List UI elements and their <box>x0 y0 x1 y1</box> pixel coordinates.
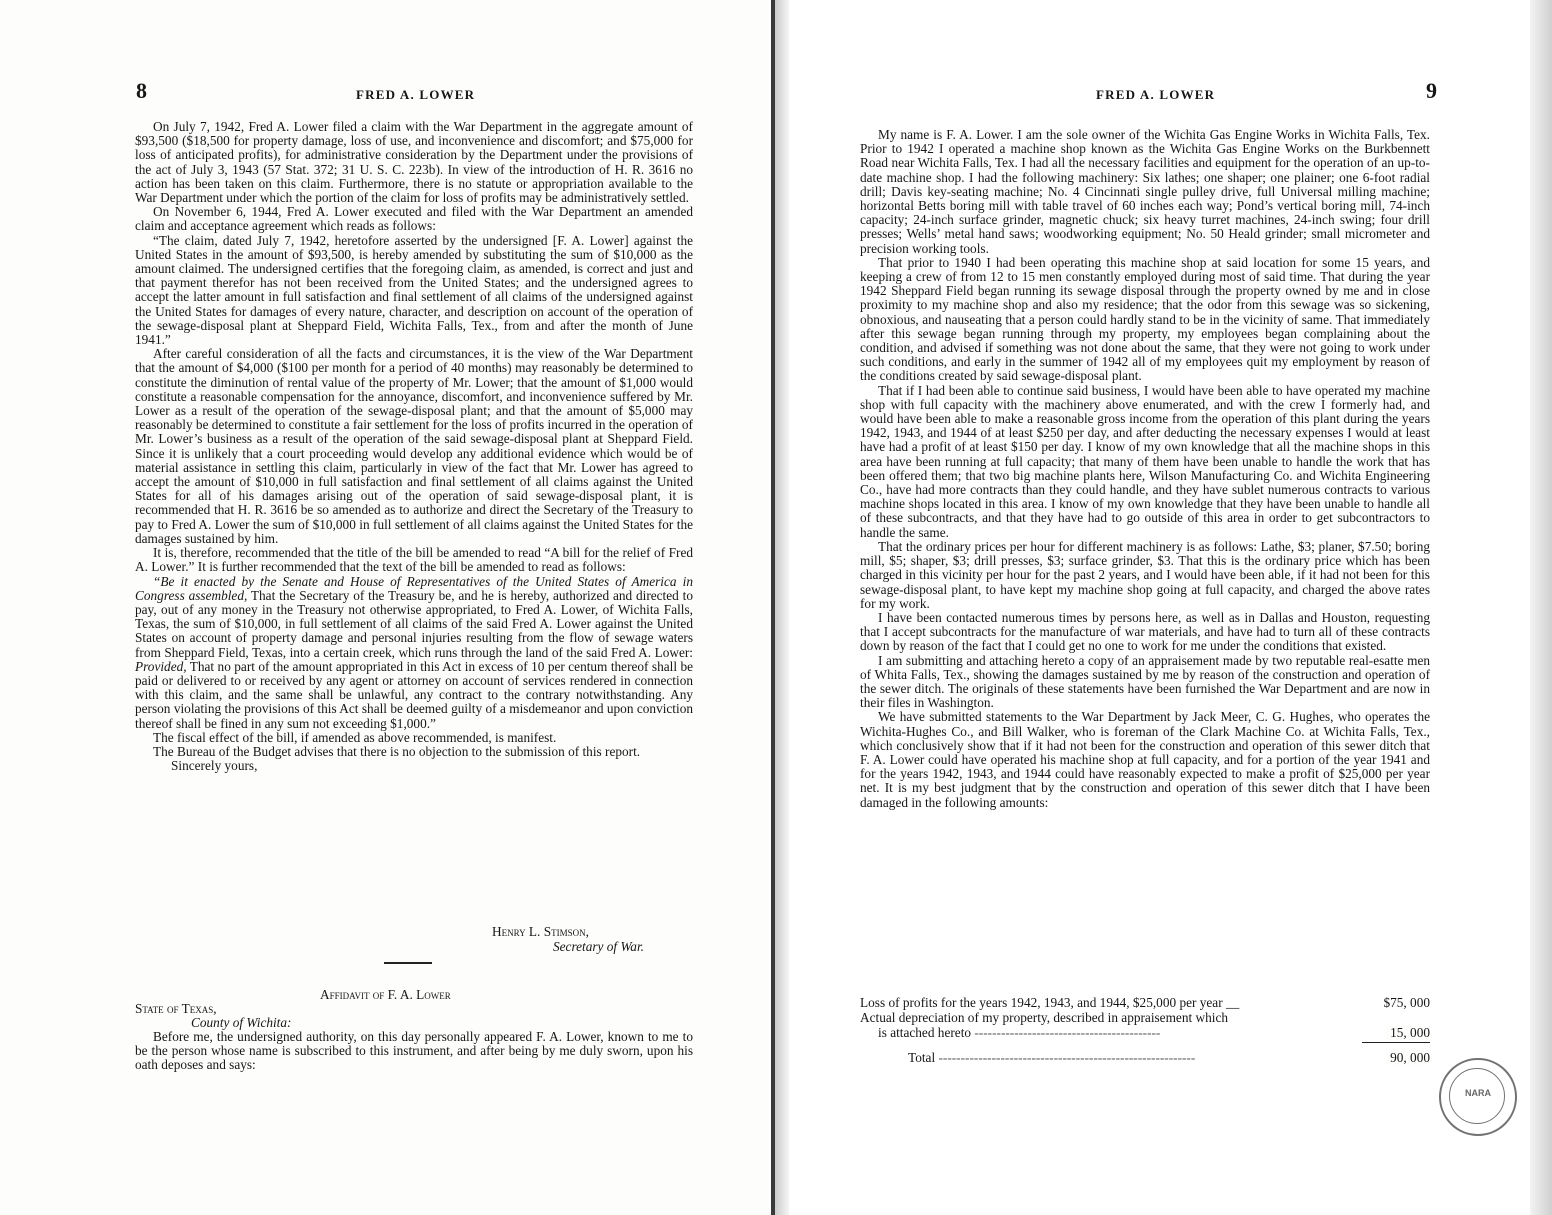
dot-leader: ---------------------------------------------------------- <box>938 1051 1196 1065</box>
paragraph: It is, therefore, recommended that the title of the bill be amended to read “A bill for the relief of Fred A. Lower.” It is further recommended that the text of the bill be amended to read as follows: <box>135 545 693 575</box>
signer-title: Secretary of War. <box>553 939 644 954</box>
page-edge-shadow <box>1530 0 1552 1215</box>
total-label: Total <box>908 1051 936 1065</box>
running-head-right: FRED A. LOWER <box>1096 87 1216 102</box>
paragraph: On November 6, 1944, Fred A. Lower executed and filed with the War Department an amended claim and acceptance agreement which reads as follows: <box>135 204 693 234</box>
paragraph: The fiscal effect of the bill, if amended as above recommended, is manifest. <box>153 729 557 745</box>
table-row <box>860 1026 1430 1041</box>
table-row <box>860 996 1430 1011</box>
paragraph: I have been contacted numerous times by persons here, as well as in Dallas and Houston, requesting that I accept subcontracts for the manufacture of war materials, and have had to turn all of these contracts down by reason of the fact that I could get no one to work for me under the conditions that existed. <box>860 609 1430 654</box>
signer-name: Henry L. Stimson, <box>492 924 589 939</box>
table-row <box>860 1011 1430 1026</box>
affidavit-heading: Affidavit of F. A. Lower <box>320 987 451 1002</box>
stamp-label: NARA <box>1465 1088 1491 1098</box>
provided-word: Provided, <box>135 658 187 674</box>
closing: Sincerely yours, <box>171 758 258 774</box>
paragraph: My name is F. A. Lower. I am the sole owner of the Wichita Gas Engine Works in Wichita Falls, Tex. Prior to 1942 I operated a machine shop known as the Wichita Gas Engine Works on the Burkbennett Road near Wichita Falls, Tex. I had all the necessary facilities and equipment for the operation of an up-to-date machine shop. I had the following machinery: Six lathes; one shaper; one plainer; one 6-foot radial drill; Davis key-seating machine; No. 4 Cincinnati single pulley drive, full Universal milling machine; horizontal Betts boring mill with table travel of 60 inches each way; Pond’s vertical boring mill, 74-inch capacity; 24-inch surface grinder, magnetic chuck; six heavy turret machines, 24-inch swing; four drill presses; Wells’ metal hand saws; woodworking equipment; No. 50 Heald grinder; small micrometer and precision working tools. <box>860 127 1430 256</box>
bill-text-part: That no part of the amount appropriated in this Act in excess of 10 per centum thereof shall be paid or delivered to or received by any agent or attorney on account of services rendered in connection with this claim, and the same shall be unlawful, any contract to the contrary notwithstanding. Any person violating the provisions of this Act shall be deemed guilty of a misdemeanor and upon conviction thereof shall be fined in any sum not exceeding $1,000.” <box>135 658 693 731</box>
paragraph: The Bureau of the Budget advises that there is no objection to the submission of this report. <box>153 743 641 759</box>
left-body-text <box>135 120 693 773</box>
dot-leader: ------------------------------------------ <box>974 1026 1161 1040</box>
paragraph: We have submitted statements to the War Department by Jack Meer, C. G. Hughes, who operates the Wichita-Hughes Co., and Bill Walker, who is foreman of the Clark Machine Co. at Wichita Falls, Tex., which conclusively show that if it had not been for the construction and operation of this sewer ditch that F. A. Lower could have operated his machine shop at full capacity, and for a portion of the year 1941 and for the years 1942, 1943, and 1944 could have reasonably expected to make a profit of $25,000 per year net. It is my best judgment that by the construction and operation of this sewer ditch that I have been damaged in the following amounts: <box>860 709 1430 810</box>
enacting-clause: “Be it enacted by the Senate and House of Representatives of the United States of America in Congress assembled, <box>135 573 693 603</box>
sum-rule <box>1362 1042 1430 1043</box>
affidavit-intro-block <box>135 1030 693 1073</box>
running-head-left: FRED A. LOWER <box>356 87 476 102</box>
paragraph: That the ordinary prices per hour for different machinery is as follows: Lathe, $3; planer, $7.50; boring mill, $5; shaper, $3; drill presses, $3; surface grinder, $3. That this is the ordinary price which has been charged in this vicinity per hour for the past 2 years, and I would have been able, if it had not been for this sewage-disposal plant, to have kept my machine shop going at full capacity, and charged the above rates for my work. <box>860 538 1430 611</box>
right-body-text <box>860 128 1430 810</box>
bill-text <box>135 575 693 731</box>
county-line: County of Wichita: <box>191 1015 292 1030</box>
affidavit-intro: Before me, the undersigned authority, on this day personally appeared F. A. Lower, known to me to be the person whose name is subscribed to this instrument, and after being by me duly sworn, upon his oath deposes and says: <box>135 1029 693 1073</box>
paragraph: On July 7, 1942, Fred A. Lower filed a claim with the War Department in the aggregate amount of $93,500 ($18,500 for property damage, loss of use, and inconvenience and discomfort; and $75,000 for loss of anticipated profits), for administrative consideration by the Department under the provisions of the act of July 3, 1943 (57 Stat. 372; 31 U. S. C. 223b). In view of the introduction of H. R. 3616 no action has been taken on this claim. Furthermore, there is no statute or appropriation available to the War Department under which the portion of the claim for loss of profits may be administratively settled. <box>135 119 693 206</box>
archive-stamp <box>1439 1058 1517 1136</box>
total-value: 90, 000 <box>1386 1051 1430 1065</box>
row-label: is attached hereto <box>878 1026 972 1040</box>
divider-rule <box>384 962 432 964</box>
dot-leader: __ <box>1225 995 1240 1010</box>
paragraph: That prior to 1940 I had been operating this machine shop at said location for some 15 years, and keeping a crew of from 12 to 15 men constantly employed during most of said time. That during the year 1942 Sheppard Field began running its sewage disposal through the property owned by me and in close proximity to my machine shop and also my residence; that the odor from this sewage was so sickening, obnoxious, and nauseating that a person could hardly stand to be in the vicinity of same. That immediately after this sewage began running through my property, my employees began complaining about the condition, and advised if something was not done about the same, that they were not going to work under such conditions, and early in the summer of 1942 all of my employees quit my employment by reason of the conditions created by said sewage-disposal plant. <box>860 254 1430 384</box>
paragraph: That if I had been able to continue said business, I would have been able to have operated my machine shop with full capacity with the machinery above enumerated, and with the crew I formerly had, and would have been able to make a reasonable gross income from the operation of this plant during the years 1942, 1943, and 1944 of at least $250 per day, and after deducting the necessary expenses I would at least have had a profit of at least $150 per day. I know of my own knowledge that all the machine shops in this area have been running at full capacity; that many of them have been unable to handle the work that has been offered them; that two big machine plants here, Wilson Manufacturing Co. and Wichita Engineering Co., have had more contracts than they could handle, and they have sublet numerous contracts to various machine shops located in this area. I know of my own knowledge that they have been unable to handle all of these subcontracts, and that they have had to go outside of this area in order to get subcontractors to handle the same. <box>860 382 1430 540</box>
row-value: 15, 000 <box>1386 1026 1430 1040</box>
damages-table <box>860 996 1430 1066</box>
quoted-claim: “The claim, dated July 7, 1942, heretofore asserted by the undersigned [F. A. Lower] against the United States in the amount of $93,500, is hereby amended by substituting the sum of $10,000 as the amount claimed. The undersigned certifies that the foregoing claim, as amended, is correct and just and that payment therefor has not been received from the United States; and the undersigned agrees to accept the latter amount in full satisfaction and final settlement of all claims of the undersigned against the United States for damages of every nature, character, and description on account of the operation of the sewage-disposal plant at Sheppard Field, Wichita Falls, Tex., from and after the month of June 1941.” <box>135 232 693 348</box>
state-line: State of Texas, <box>135 1001 217 1016</box>
paragraph: I am submitting and attaching hereto a copy of an appraisement made by two reputable real-esatte men of Whita Falls, Tex., showing the damages sustained by me by reason of the construction and operation of the sewer ditch. The originals of these statements have been furnished the War Department and are now in their files in Washington. <box>860 652 1430 711</box>
table-row-total <box>860 1051 1430 1066</box>
right-page <box>790 0 1552 1215</box>
page-number-left: 8 <box>136 78 147 103</box>
bill-text-part: That the Secretary of the Treasury be, and he is hereby, authorized and directed to pay, out of any money in the Treasury not otherwise appropriated, to Fred A. Lower, of Wichita Falls, Texas, the sum of $10,000, in full settlement of all claims of the said Fred A. Lower against the United States on account of property damage and personal injuries resulting from the flow of sewage waters from Sheppard Field, Texas, into a certain creek, which runs through the land of the said Fred A. Lower: <box>135 587 693 660</box>
page-fold-gradient <box>775 0 789 1215</box>
page-number-right: 9 <box>1426 78 1437 103</box>
row-label: Actual depreciation of my property, described in appraisement which <box>860 1010 1228 1025</box>
paragraph: After careful consideration of all the facts and circumstances, it is the view of the War Department that the amount of $4,000 ($100 per month for a period of 40 months) may reasonably be determined to constitute the diminution of rental value of the property of Mr. Lower; that the amount of $1,000 would constitute a reasonable compensation for the annoyance, discomfort, and inconvenience suffered by Mr. Lower as a result of the operation of the sewage-disposal plant; and that the amount of $5,000 may reasonably be determined to constitute a fair settlement for the loss of profits incurred in the operation of Mr. Lower’s business as a result of the operation of the said sewage-disposal plant at Sheppard Field. Since it is unlikely that a court proceeding would develop any additional evidence which would be of material assistance in settling this claim, particularly in view of the fact that Mr. Lower has agreed to accept the amount of $10,000 in full satisfaction and final settlement of all claims against the United States for all of his damages arising out of the operation of said sewage-disposal plant, it is recommended that H. R. 3616 be so amended as to authorize and direct the Secretary of the Treasury to pay to Fred A. Lower the sum of $10,000 in full settlement of all claims against the United States for the damages sustained by him. <box>135 346 693 546</box>
row-value: $75, 000 <box>1383 995 1430 1010</box>
row-label: Loss of profits for the years 1942, 1943, and 1944, $25,000 per year <box>860 995 1223 1010</box>
